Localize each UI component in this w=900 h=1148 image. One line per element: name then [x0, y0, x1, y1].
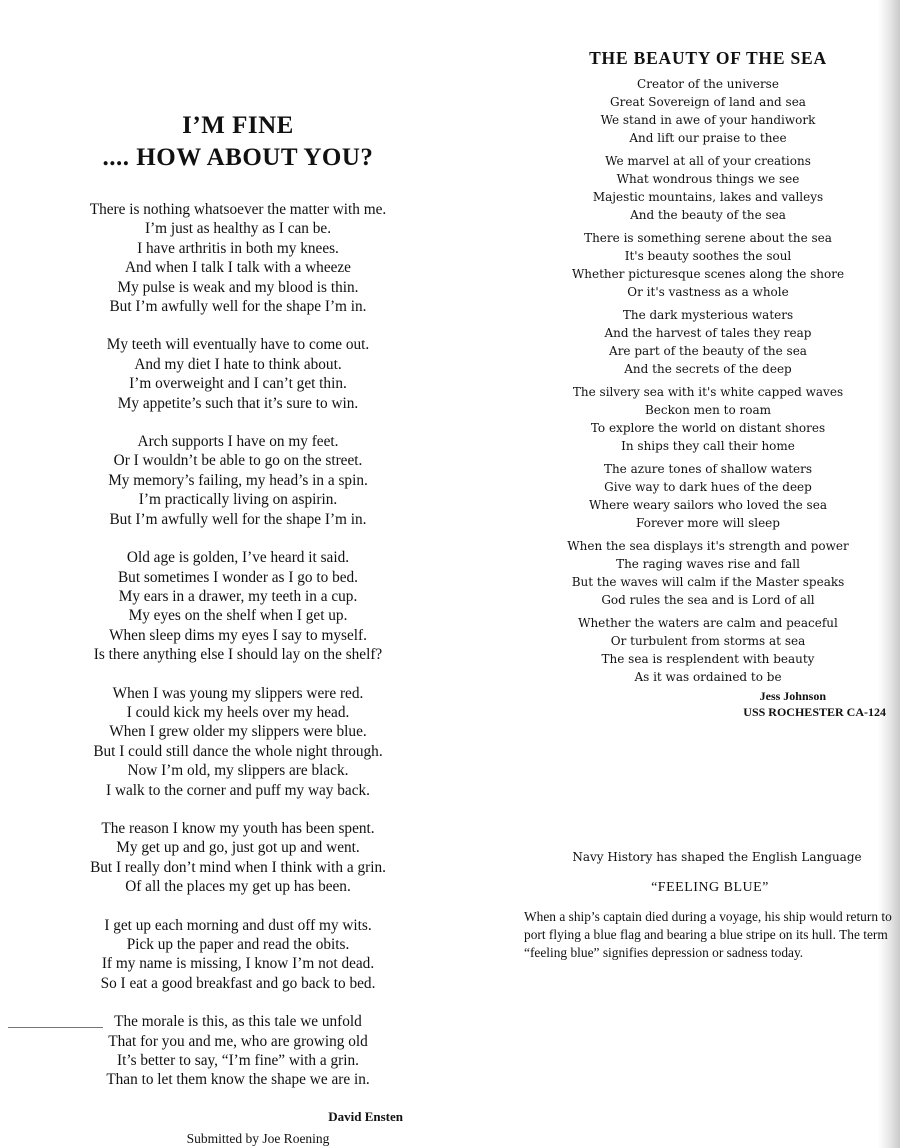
- poem-im-fine: [28, 110, 448, 1147]
- poem-line: Are part of the beauty of the sea: [609, 344, 807, 358]
- section-subheading: “FEELING BLUE”: [651, 880, 769, 895]
- poem-line: My memory’s failing, my head’s in a spin.: [108, 471, 368, 489]
- poem-line: That for you and me, who are growing old: [108, 1032, 368, 1050]
- poem-line: Whether picturesque scenes along the shore: [571, 267, 845, 281]
- poem-line: I’m overweight and I can’t get thin.: [129, 375, 347, 393]
- poem-line: Pick up the paper and read the obits.: [126, 936, 350, 953]
- poem-line: What wondrous things we see: [616, 172, 800, 186]
- poem-line: I get up each morning and dust off my wits.: [104, 916, 372, 934]
- poem-line: There is nothing whatsoever the matter with me.: [89, 201, 387, 218]
- stanza: [28, 200, 448, 316]
- poem-line: The dark mysterious waters: [622, 308, 794, 322]
- poem-line: Forever more will sleep: [636, 516, 780, 530]
- poem-line: Arch supports I have on my feet.: [137, 433, 339, 451]
- poem-line: But sometimes I wonder as I go to bed.: [117, 568, 359, 586]
- poem-line: Beckon men to roam: [644, 403, 772, 417]
- poem-line: There is something serene about the sea: [584, 231, 832, 245]
- poem-line: God rules the sea and is Lord of all: [601, 593, 815, 607]
- poem-line: When I was young my slippers were red.: [112, 684, 364, 702]
- poem-line: The sea is resplendent with beauty: [601, 652, 815, 666]
- poem-line: Or it's vastness as a whole: [627, 285, 789, 299]
- poem-title-line-2: .... HOW ABOUT YOU?: [102, 144, 374, 171]
- stanza: [522, 75, 894, 147]
- poem-line: The raging waves rise and fall: [616, 557, 800, 571]
- poem-line: The morale is this, as this tale we unfold: [114, 1013, 362, 1031]
- poem-line: Whether the waters are calm and peaceful: [578, 616, 838, 630]
- poem-line: My teeth will eventually have to come out.: [106, 336, 370, 354]
- poem-line: My ears in a drawer, my teeth in a cup.: [118, 587, 358, 605]
- poem-line: And the beauty of the sea: [630, 208, 786, 222]
- poem-line: Or turbulent from storms at sea: [610, 634, 806, 648]
- poem-line: Of all the places my get up has been.: [125, 878, 351, 896]
- poem-line: In ships they call their home: [621, 439, 795, 453]
- poem-line: We marvel at all of your creations: [605, 154, 811, 168]
- poem-line: My pulse is weak and my blood is thin.: [117, 278, 359, 296]
- section-heading: Navy History has shaped the English Language: [572, 850, 862, 864]
- poem-line: Where weary sailors who loved the sea: [589, 498, 827, 512]
- poem-line: I’m just as healthy as I can be.: [144, 220, 332, 238]
- poem-line: But I’m awfully well for the shape I’m in.: [109, 510, 367, 528]
- navy-history-section: [524, 850, 896, 963]
- stanza: [28, 684, 448, 800]
- poem-author: David Ensten: [328, 1108, 403, 1124]
- stanza: [522, 306, 894, 378]
- poem-line: If my name is missing, I know I’m not dead.: [101, 955, 375, 973]
- stanza: [522, 383, 894, 455]
- poem-line: Old age is golden, I’ve heard it said.: [126, 549, 350, 567]
- poem-line: My appetite’s such that it’s sure to win.: [117, 394, 359, 412]
- section-body: When a ship’s captain died during a voyage, his ship would return to port flying a blue flag and bearing a blue stripe on its hull. The term “feeling blue” signifies depression or sadness today.: [524, 909, 892, 961]
- poem-line: Now I’m old, my slippers are black.: [127, 762, 349, 780]
- poem-beauty-of-the-sea: [522, 48, 894, 720]
- poem-line: And the harvest of tales they reap: [604, 326, 812, 340]
- poem-line: I have arthritis in both my knees.: [137, 239, 339, 257]
- poem-line: Give way to dark hues of the deep: [604, 480, 812, 494]
- stanza: [522, 229, 894, 301]
- stanza: [28, 916, 448, 994]
- poem-line: But I’m awfully well for the shape I’m in.: [109, 298, 367, 316]
- poem-line: But the waves will calm if the Master speaks: [571, 575, 845, 589]
- stanza: [522, 537, 894, 609]
- poem-line: The silvery sea with it's white capped waves: [572, 385, 844, 399]
- stanza: [28, 548, 448, 664]
- poem-line: To explore the world on distant shores: [590, 421, 826, 435]
- poem-line: Creator of the universe: [637, 77, 779, 91]
- stanza: [28, 335, 448, 413]
- poem-line: And the secrets of the deep: [624, 362, 792, 376]
- poem-line: My eyes on the shelf when I get up.: [128, 607, 348, 625]
- poem-line: So I eat a good breakfast and go back to bed.: [100, 974, 376, 992]
- poem-line: It’s better to say, “I’m fine” with a grin.: [117, 1052, 359, 1070]
- poem-line: When sleep dims my eyes I say to myself.: [109, 626, 367, 644]
- poem-line: And lift our praise to thee: [629, 131, 787, 145]
- poem-line: I’m practically living on aspirin.: [138, 491, 338, 509]
- poem-line: Than to let them know the shape we are in.: [106, 1071, 370, 1089]
- poem-line: Or I wouldn’t be able to go on the street.: [113, 452, 363, 470]
- poem-line: When I grew older my slippers were blue.: [109, 723, 367, 741]
- poem-line: Great Sovereign of land and sea: [610, 95, 806, 109]
- poem-line: My get up and go, just got up and went.: [116, 839, 360, 857]
- stanza: [28, 819, 448, 897]
- poem-line: The reason I know my youth has been spent.: [101, 819, 375, 837]
- poem-author: Jess Johnson: [759, 689, 826, 703]
- poem-line: But I really don’t mind when I think with a grin.: [90, 858, 386, 876]
- poem-line: The azure tones of shallow waters: [603, 462, 813, 476]
- poem-line: When the sea displays it's strength and power: [567, 539, 849, 553]
- poem-line: I could kick my heels over my head.: [126, 703, 350, 721]
- poem-body: [522, 75, 894, 686]
- stanza: [28, 1012, 448, 1090]
- poem-line: But I could still dance the whole night through.: [93, 742, 383, 760]
- poem-line: Is there anything else I should lay on the shelf?: [93, 646, 383, 664]
- poem-line: And my diet I hate to think about.: [134, 355, 342, 373]
- submitted-by: Submitted by Joe Roening: [186, 1130, 330, 1146]
- poem-title-line-1: I’M FINE: [182, 112, 294, 139]
- stanza: [522, 460, 894, 532]
- poem-line: It's beauty soothes the soul: [624, 249, 792, 263]
- poem-line: Majestic mountains, lakes and valleys: [592, 190, 824, 204]
- stanza: [28, 432, 448, 529]
- stanza: [522, 614, 894, 686]
- poem-line: I walk to the corner and puff my way back.: [106, 781, 370, 799]
- poem-line: We stand in awe of your handiwork: [600, 113, 816, 127]
- poem-line: And when I talk I talk with a wheeze: [125, 259, 351, 277]
- poem-body: [28, 200, 448, 1090]
- poem-line: As it was ordained to be: [634, 670, 782, 684]
- stanza: [522, 152, 894, 224]
- poem-title: [28, 110, 448, 174]
- author-ship: USS ROCHESTER CA-124: [743, 705, 886, 719]
- poem-title: THE BEAUTY OF THE SEA: [589, 48, 827, 68]
